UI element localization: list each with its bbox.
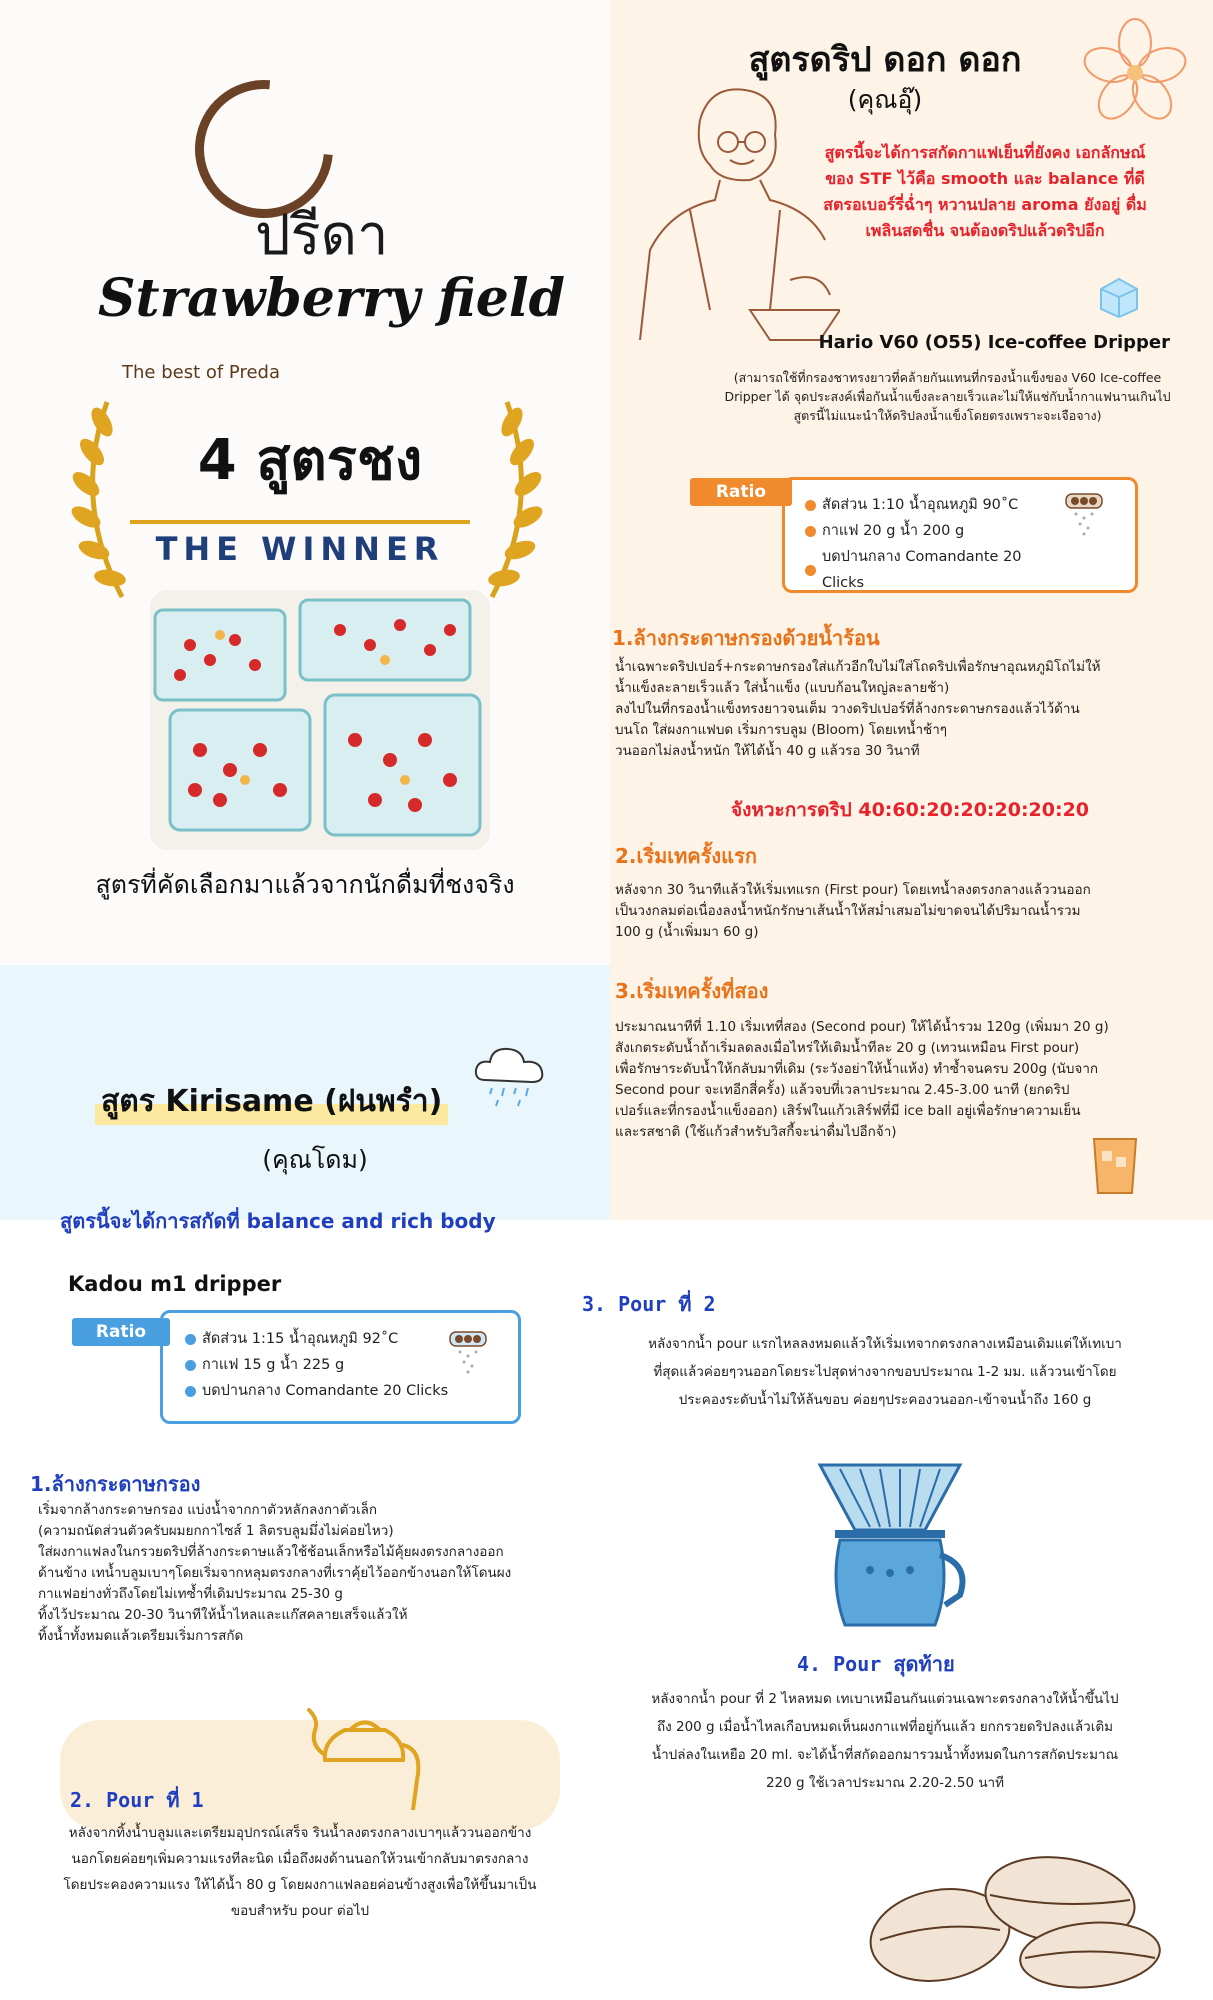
- brand-name: Strawberry field: [98, 268, 565, 329]
- ice-cube-icon: [1095, 275, 1143, 319]
- recipe1-step3-body: ประมาณนาทีที่ 1.10 เริ่มเทที่สอง (Second pour) ให้ได้น้ำรวม 120g (เพิ่มมา 20 g) สังเกตระดับน้ำถ้าเริ่มลดลงเมื่อไหร่ให้เติมน้ำทีละ 20 g (เทวนเหมือน First pour) เพื่อรักษาระดับน้ำให้กลับมาที่เดิม (ระวังอย่าให้น้ำแห้ง) ทำซ้ำจนครบ 200g (นับจาก Second pour จะเทอีกสี่ครั้ง) แล้วจบที่เวลาประมาณ 2.45-3.00 นาที (ยกดริป เปอร์และที่กรองน้ำแข็งออก) เสิร์ฟในแก้วเสิร์ฟที่มี ice ball อยู่เพื่อรักษาความเย็น และรสชาติ (ใช้แก้วสำหรับวิสกี้จะน่าดื่มไปอีกจ้า): [615, 1019, 1109, 1140]
- coffee-cherry-baskets-illustration: [150, 590, 490, 850]
- ratio-item: กาแฟ 20 g น้ำ 200 g: [805, 518, 1065, 544]
- recipe2-step3-body: หลังจากน้ำ pour แรกไหลลงหมดแล้วให้เริ่มเทจากตรงกลางเหมือนเดิมแต่ให้เทเบา ที่สุดแล้วค่อยๆวนออกโดยระไปสุดห่างจากขอบประมาณ 1-2 มม. แล้ววนเข้าโดย ประคองระดับน้ำไม่ให้ล้นขอบ ค่อยๆประคองวนออก-เข้าจนน้ำถึง 160 g: [648, 1336, 1122, 1408]
- logo-text: ปรีดา: [255, 203, 389, 268]
- ratio-item: กาแฟ 15 g น้ำ 225 g: [185, 1352, 455, 1378]
- recipe1-step1-title: 1.ล้างกระดาษกรองด้วยน้ำร้อน: [612, 626, 880, 650]
- bullet-icon: [805, 500, 816, 511]
- recipe1-title: สูตรดริป ดอก ดอก: [748, 40, 1022, 80]
- recipe1-intro: สูตรนี้จะได้การสกัดกาแฟเย็นที่ยังคง เอกลักษณ์ของ STF ไว้คือ smooth และ balance ที่ดี สตรอเบอร์รี่ฉ่ำๆ หวานปลาย aroma ยังอยู่ ดื่มเพลินสดชื่น จนต้องดริปแล้วดริปอีก: [823, 143, 1147, 240]
- recipe2-step1-body: เริ่มจากล้างกระดาษกรอง แบ่งน้ำจากกาตัวหลักลงกาตัวเล็ก (ความถนัดส่วนตัวครับผมยกกาไซส์ 1 ลิตรบลูมมึ่งไม่ค่อยไหว) ใส่ผงกาแฟลงในกรวยดริปที่ล้างกระดาษแล้วใช้ช้อนเล็กหรือไม้คุ้ยผงตรงกลางออก ด้านข้าง เทน้ำบลูมเบาๆโดยเริ่มจากหลุมตรงกลางที่เราคุ้ยไว้ออกข้างนอกให้โดนผง กาแฟอย่างทั่วถึงโดยไม่เทซ้ำที่เดิมประมาณ 25-30 g ทิ้งไว้ประมาณ 20-30 วินาทีให้น้ำไหลและแก๊สคลายเสร็จแล้วให้ ทิ้งน้ำทั้งหมดแล้วเตรียมเริ่มการสกัด: [38, 1502, 512, 1644]
- ratio-item: บดปานกลาง Comandante 20 Clicks: [805, 544, 1065, 596]
- recipe2-step3-title: 3. Pour ที่ 2: [582, 1292, 716, 1316]
- ratio-item: สัดส่วน 1:10 น้ำอุณหภูมิ 90˚C: [805, 492, 1065, 518]
- recipe2-intro: สูตรนี้จะได้การสกัดที่ balance and rich body: [60, 1209, 496, 1233]
- iced-coffee-glass-icon: [1090, 1135, 1140, 1197]
- bullet-icon: [805, 526, 816, 537]
- recipe2-ratio-label: Ratio: [72, 1318, 170, 1346]
- winner-label: THE WINNER: [155, 530, 445, 568]
- tagline: สูตรที่คัดเลือกมาแล้วจากนักดื่มที่ชงจริง: [95, 870, 515, 899]
- divider: [130, 520, 470, 524]
- bullet-icon: [805, 565, 816, 576]
- bullet-icon: [185, 1386, 196, 1397]
- recipe1-ratio-list: [805, 492, 1065, 596]
- bullet-icon: [185, 1334, 196, 1345]
- recipe2-step1-title: 1.ล้างกระดาษกรอง: [30, 1472, 201, 1496]
- recipe2-title: สูตร Kirisame (ฝนพรำ): [95, 1078, 448, 1125]
- rain-cloud-icon: [470, 1040, 550, 1110]
- ratio-item: บดปานกลาง Comandante 20 Clicks: [185, 1378, 455, 1404]
- recipe1-step1-body: น้ำเฉพาะดริปเปอร์+กระดาษกรองใส่แก้วอีกใบไม่ใส่โถดริปเพื่อรักษาอุณหภูมิโถไม่ให้ น้ำแข็งละลายเร็วแล้ว ใส่น้ำแข็ง (แบบก้อนใหญ่ละลายช้า) ลงไปในที่กรองน้ำแข็งทรงยาวจนเต็ม วางดริปเปอร์ที่ล้างกระดาษกรองแล้วไว้ด้าน บนโถ ใส่ผงกาแฟบด เริ่มการบลูม (Bloom) โดยเทน้ำช้าๆ วนออกไม่ลงน้ำหนัก ให้ได้น้ำ 40 g แล้วรอ 30 วินาที: [615, 659, 1101, 759]
- bullet-icon: [185, 1360, 196, 1371]
- laurel-right-icon: [482, 392, 552, 602]
- coffee-beans-illustration: [860, 1840, 1180, 1990]
- main-title: 4 สูตรชง: [197, 428, 423, 493]
- recipe1-dripper: Hario V60 (O55) Ice-coffee Dripper: [818, 332, 1170, 353]
- grinder-icon: [1062, 488, 1106, 538]
- recipe2-author: (คุณโดม): [262, 1145, 368, 1174]
- dripper-with-pot-icon: [800, 1455, 980, 1635]
- recipe1-dripper-note: (สามารถใช้ที่กรองชาทรงยาวที่คล้ายกันแทนที่กรองน้ำแข็งของ V60 Ice-coffee Dripper ได้ จุดประสงค์เพื่อกันน้ำแข็งละลายเร็วและไม่ให้แช่กับน้ำกาแฟนานเกินไป สูตรนี้ไม่แนะนำให้ดริปลงน้ำแข็งโดยตรงเพราะจะเจือจาง): [724, 370, 1171, 423]
- recipe1-step3-title: 3.เริ่มเทครั้งที่สอง: [615, 979, 769, 1003]
- recipe1-step2-body: หลังจาก 30 วินาทีแล้วให้เริ่มเทแรก (First pour) โดยเทน้ำลงตรงกลางแล้ววนออก เป็นวงกลมต่อเนื่องลงน้ำหนักรักษาเส้นน้ำให้สม่ำเสมอไม่ขาดจนได้ปริมาณน้ำรวม 100 g (น้ำเพิ่มมา 60 g): [615, 882, 1091, 940]
- recipe2-step4-title: 4. Pour สุดท้าย: [797, 1652, 955, 1676]
- recipe2-step2-body: หลังจากทิ้งน้ำบลูมและเตรียมอุปกรณ์เสร็จ รินน้ำลงตรงกลางเบาๆแล้ววนออกข้าง นอกโดยค่อยๆเพิ่มความแรงทีละนิด เมื่อถึงผงด้านนอกให้วนเข้ากลับมาตรงกลาง โดยประคองความแรง ให้ได้น้ำ 80 g โดยผงกาแฟลอยค่อนข้างสูงเพื่อให้ขึ้นมาเป็น ขอบสำหรับ pour ต่อไป: [63, 1825, 537, 1919]
- barista-illustration: [630, 80, 840, 380]
- recipe1-step2-title: 2.เริ่มเทครั้งแรก: [615, 844, 757, 868]
- brand-subtitle: The best of Preda: [122, 362, 281, 383]
- recipe2-ratio-list: [185, 1326, 455, 1404]
- laurel-left-icon: [62, 392, 132, 602]
- recipe2-dripper: Kadou m1 dripper: [68, 1272, 282, 1296]
- gooseneck-kettle-icon: [305, 1700, 425, 1810]
- grinder-icon: [446, 1326, 490, 1376]
- ratio-item: สัดส่วน 1:15 น้ำอุณหภูมิ 92˚C: [185, 1326, 455, 1352]
- recipe2-step2-title: 2. Pour ที่ 1: [70, 1788, 204, 1812]
- recipe1-drip-rhythm: จังหวะการดริป 40:60:20:20:20:20:20: [730, 799, 1090, 821]
- recipe1-author: (คุณอุ๊): [847, 85, 923, 114]
- recipe1-ratio-label: Ratio: [690, 478, 792, 506]
- recipe2-step4-body: หลังจากน้ำ pour ที่ 2 ไหลหมด เทเบาเหมือนกันแต่วนเฉพาะตรงกลางให้น้ำขึ้นไป ถึง 200 g เมื่อน้ำไหลเกือบหมดเห็นผงกาแฟที่อยู่ก้นแล้ว ยกกรวยดริปลงแล้วเติม น้ำปล่ลงในเหยือ 20 ml. จะได้น้ำที่สกัดออกมารวมน้ำทั้งหมดในการสกัดประมาณ 220 g ใช้เวลาประมาณ 2.20-2.50 นาที: [651, 1691, 1119, 1791]
